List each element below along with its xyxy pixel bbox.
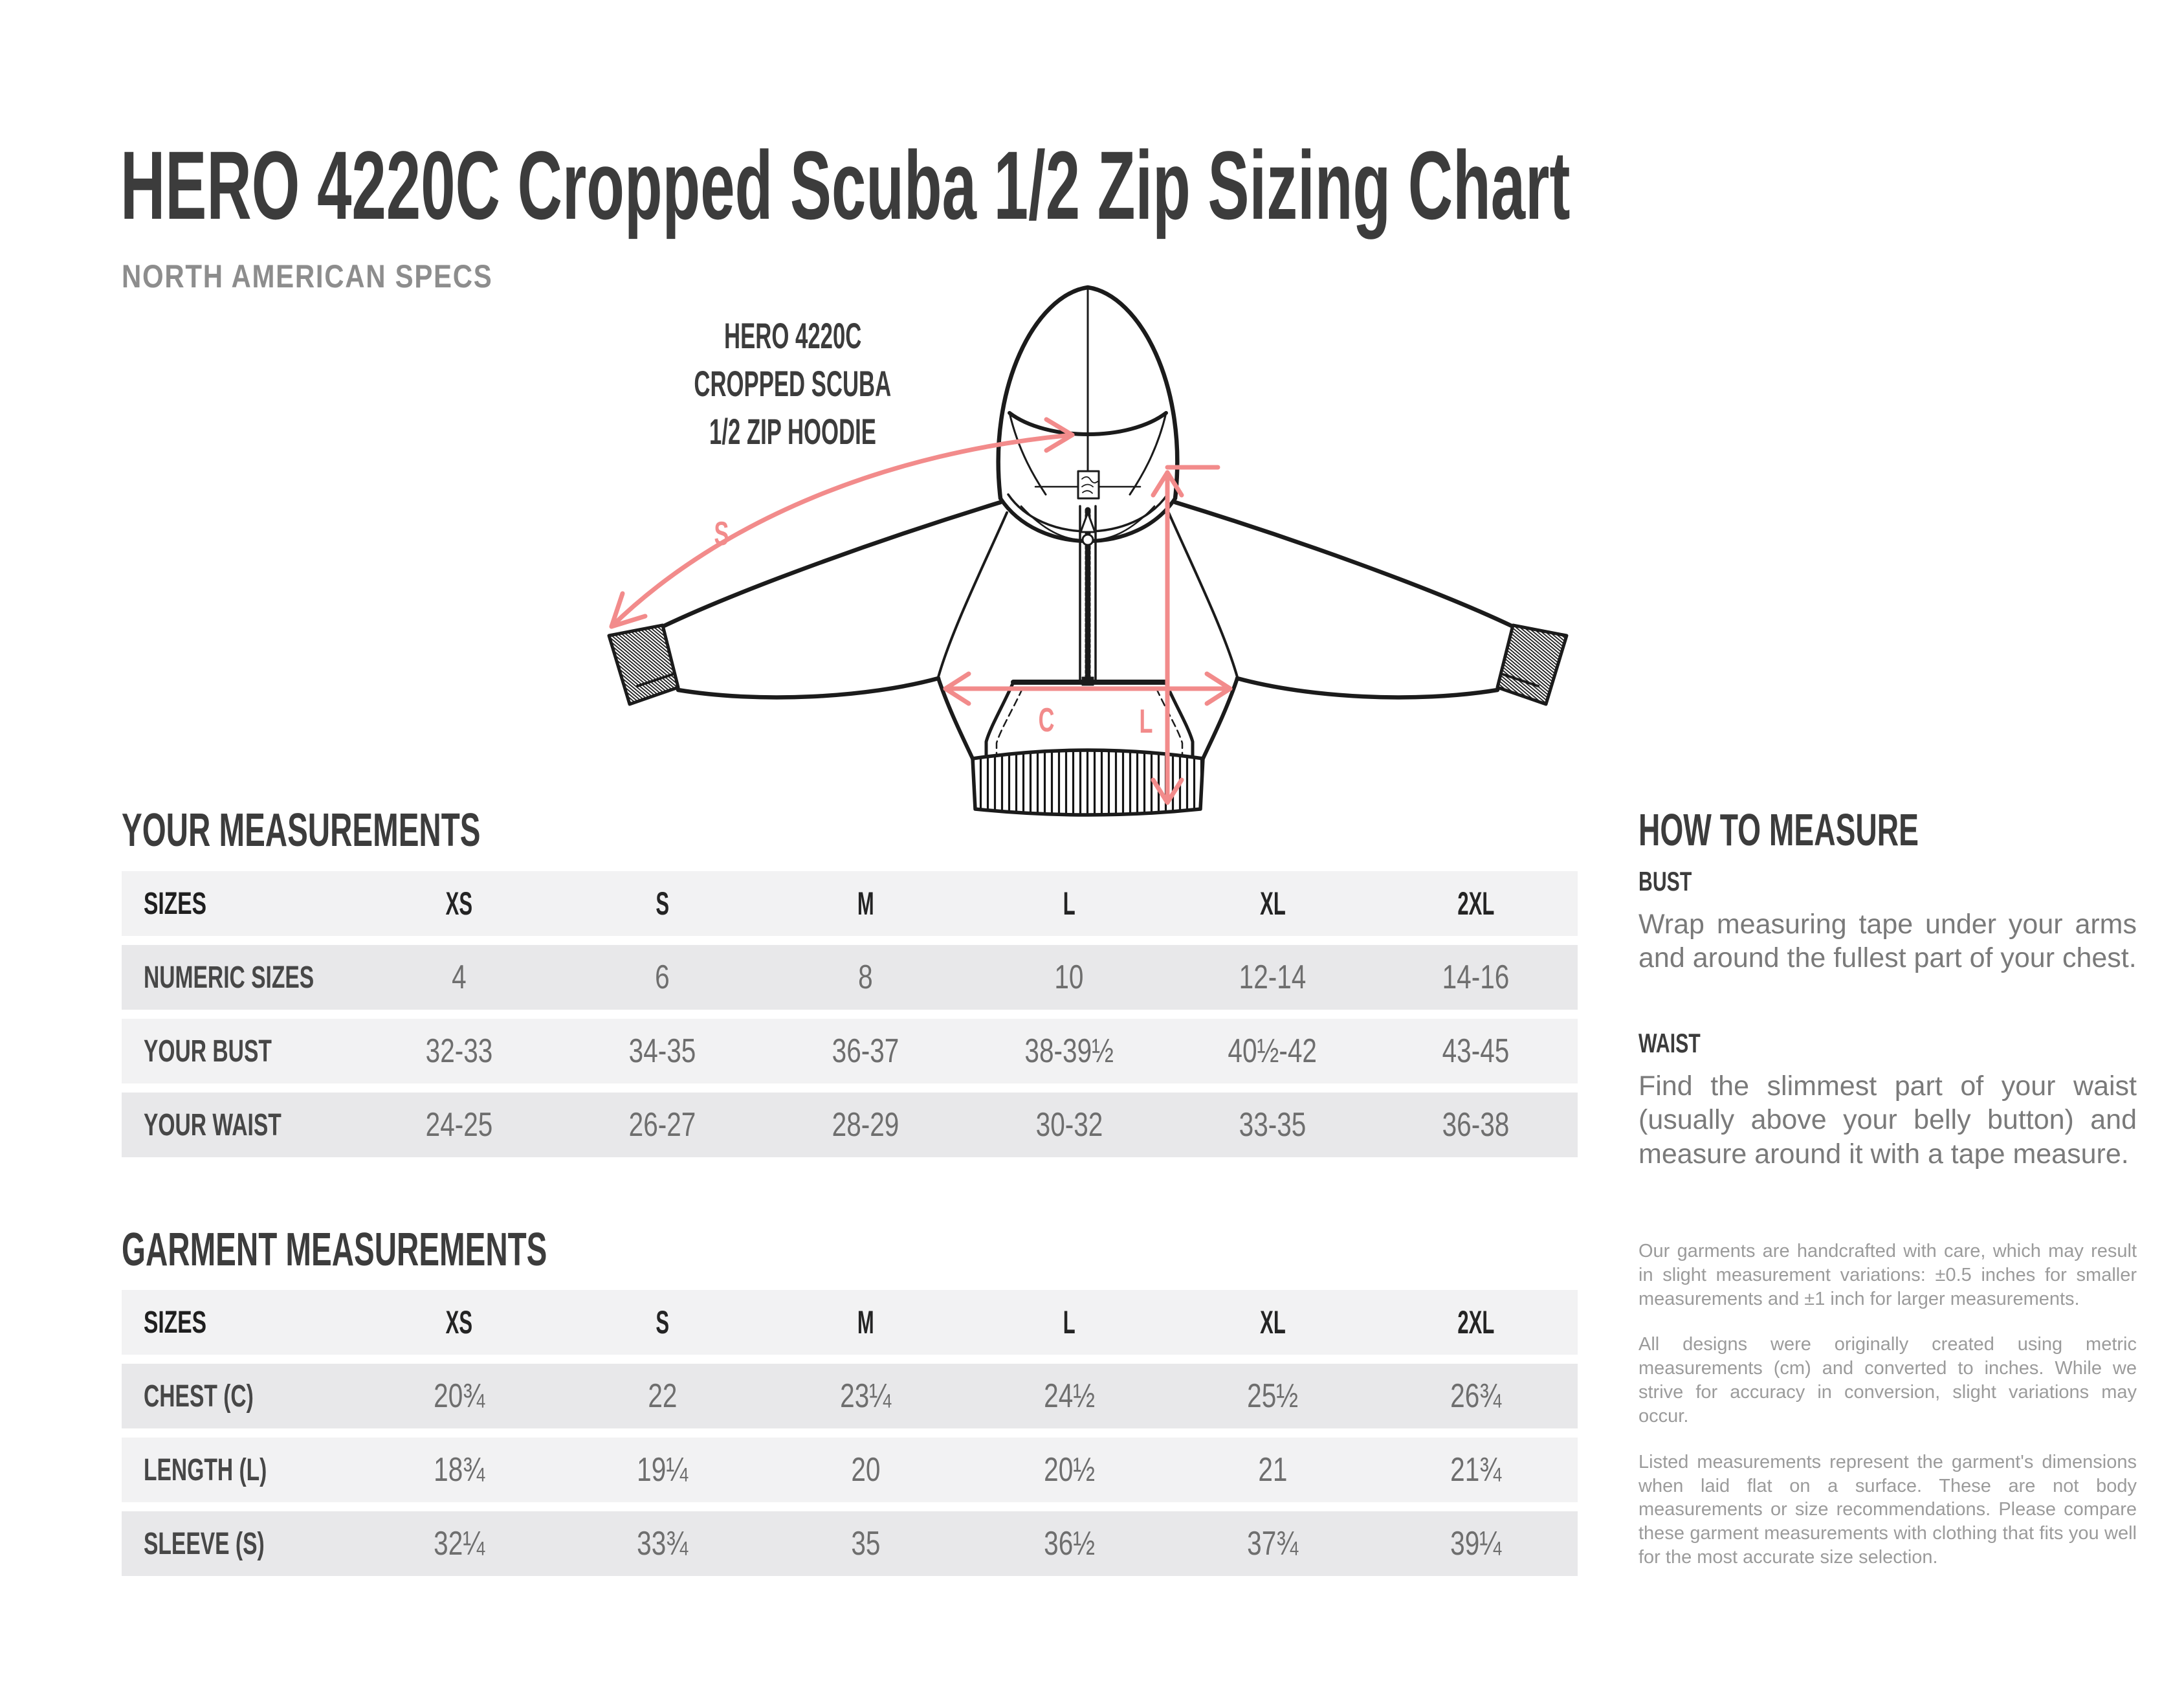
cell-2xl: 36-38 <box>1442 1106 1510 1144</box>
cell-2xl: 43-45 <box>1442 1032 1510 1070</box>
page-subtitle <box>122 258 564 295</box>
cell-l: 38-39½ <box>1024 1032 1114 1070</box>
cell-2xl: 39¼ <box>1450 1525 1502 1562</box>
cell-l: 24½ <box>1043 1377 1095 1415</box>
column-header-xs: XS <box>445 885 472 922</box>
disclaimer-metric-conversion: All designs were originally created using metric measurements (cm) and converted to inches. While we strive for accuracy in conversion, slight variations may occur. <box>1638 1334 2137 1427</box>
cell-s: 22 <box>647 1377 678 1415</box>
cell-xs: 32¼ <box>433 1525 485 1562</box>
column-header-s: S <box>656 885 669 922</box>
row-label: CHEST (C) <box>144 1379 254 1414</box>
waist-instructions: Find the slimmest part of your waist (usually above your belly button) and measure around it with a tape measure. <box>1638 1071 2137 1170</box>
diagram-label-line2: CROPPED SCUBA <box>694 362 892 404</box>
cell-l: 10 <box>1054 959 1084 996</box>
page-subtitle-text: NORTH AMERICAN SPECS <box>122 258 493 294</box>
row-label: SLEEVE (S) <box>144 1526 265 1561</box>
cell-2xl: 26¾ <box>1450 1377 1502 1415</box>
page-title-text: HERO 4220C Cropped Scuba 1/2 Zip Sizing Chart <box>120 131 1571 239</box>
column-header-2xl: 2XL <box>1457 885 1495 922</box>
diagram-product-label <box>579 312 1006 456</box>
bust-subheading: BUST <box>1638 866 1692 896</box>
column-header-xl: XL <box>1259 885 1286 922</box>
cell-l: 36½ <box>1043 1525 1095 1562</box>
table-row-your-bust <box>122 1019 1578 1083</box>
table-row-your-waist <box>122 1093 1578 1157</box>
row-label: LENGTH (L) <box>144 1452 267 1487</box>
waist-subheading: WAIST <box>1638 1028 1701 1058</box>
diagram-label-line3: 1/2 ZIP HOODIE <box>709 410 876 452</box>
column-header-s: S <box>656 1304 669 1340</box>
measure-arrows <box>612 419 1230 803</box>
cell-xl: 25½ <box>1246 1377 1298 1415</box>
row-label: YOUR WAIST <box>144 1107 281 1142</box>
cell-xl: 37¾ <box>1246 1525 1298 1562</box>
column-header-xl: XL <box>1259 1304 1286 1340</box>
column-header-m: M <box>857 1304 874 1340</box>
cell-xs: 18¾ <box>433 1451 485 1489</box>
measurement-disclaimers <box>1638 1239 2137 1592</box>
cell-2xl: 14-16 <box>1442 959 1510 996</box>
cell-xl: 12-14 <box>1239 959 1307 996</box>
cell-m: 23¼ <box>840 1377 892 1415</box>
sleeve-arrow-label: S <box>714 515 729 553</box>
table-row-length <box>122 1438 1578 1502</box>
table-row-numeric-sizes <box>122 945 1578 1010</box>
cell-m: 8 <box>858 959 874 996</box>
column-header-2xl: 2XL <box>1457 1304 1495 1340</box>
cell-s: 19¼ <box>637 1451 688 1489</box>
row-label: NUMERIC SIZES <box>144 960 314 995</box>
how-to-measure-heading: HOW TO MEASURE <box>1638 805 1919 855</box>
cell-s: 34-35 <box>628 1032 696 1070</box>
table-row-sleeve <box>122 1511 1578 1576</box>
cell-2xl: 21¾ <box>1450 1451 1502 1489</box>
cell-m: 28-29 <box>832 1106 899 1144</box>
column-header-sizes: SIZES <box>144 886 207 921</box>
column-header-sizes: SIZES <box>144 1305 207 1340</box>
cell-m: 35 <box>851 1525 881 1562</box>
cell-xs: 32-33 <box>425 1032 493 1070</box>
cell-s: 26-27 <box>628 1106 696 1144</box>
your-measurements-table <box>122 871 1578 1166</box>
page-title <box>120 129 2184 241</box>
cell-m: 20 <box>851 1451 881 1489</box>
table-header-row <box>122 871 1578 936</box>
column-header-l: L <box>1063 885 1075 922</box>
cell-xl: 33-35 <box>1239 1106 1307 1144</box>
column-header-m: M <box>857 885 874 922</box>
cell-s: 33¾ <box>637 1525 688 1562</box>
chest-arrow-label: C <box>1038 701 1055 739</box>
your-measurements-heading: YOUR MEASUREMENTS <box>122 805 481 856</box>
hoodie-diagram <box>586 278 1595 828</box>
cell-xs: 4 <box>451 959 467 996</box>
garment-measurements-table <box>122 1290 1578 1585</box>
cell-l: 20½ <box>1043 1451 1095 1489</box>
cell-m: 36-37 <box>832 1032 899 1070</box>
cell-l: 30-32 <box>1035 1106 1103 1144</box>
cell-xl: 40½-42 <box>1228 1032 1318 1070</box>
row-label: YOUR BUST <box>144 1034 272 1069</box>
garment-measurements-heading: GARMENT MEASUREMENTS <box>122 1224 547 1276</box>
column-header-l: L <box>1063 1304 1075 1340</box>
disclaimer-variations: Our garments are handcrafted with care, which may result in slight measurement variations: ±0.5 inches for smaller measurements and ±1 inch for larger measurements. <box>1638 1241 2137 1309</box>
cell-xs: 20¾ <box>433 1377 485 1415</box>
table-header-row <box>122 1290 1578 1355</box>
cell-xl: 21 <box>1257 1451 1288 1489</box>
cell-s: 6 <box>655 959 670 996</box>
column-header-xs: XS <box>445 1304 472 1340</box>
length-arrow-label: L <box>1139 702 1153 740</box>
table-row-chest <box>122 1364 1578 1428</box>
disclaimer-flat-measurements: Listed measurements represent the garment's dimensions when laid flat on a surface. These are not body measurements or size recommendations. Please compare these garment measurements with clothing that fits you well for the most accurate size selection. <box>1638 1451 2137 1568</box>
diagram-label-line1: HERO 4220C <box>723 315 862 356</box>
bust-instructions: Wrap measuring tape under your arms and around the fullest part of your chest. <box>1638 909 2137 974</box>
cell-xs: 24-25 <box>425 1106 493 1144</box>
